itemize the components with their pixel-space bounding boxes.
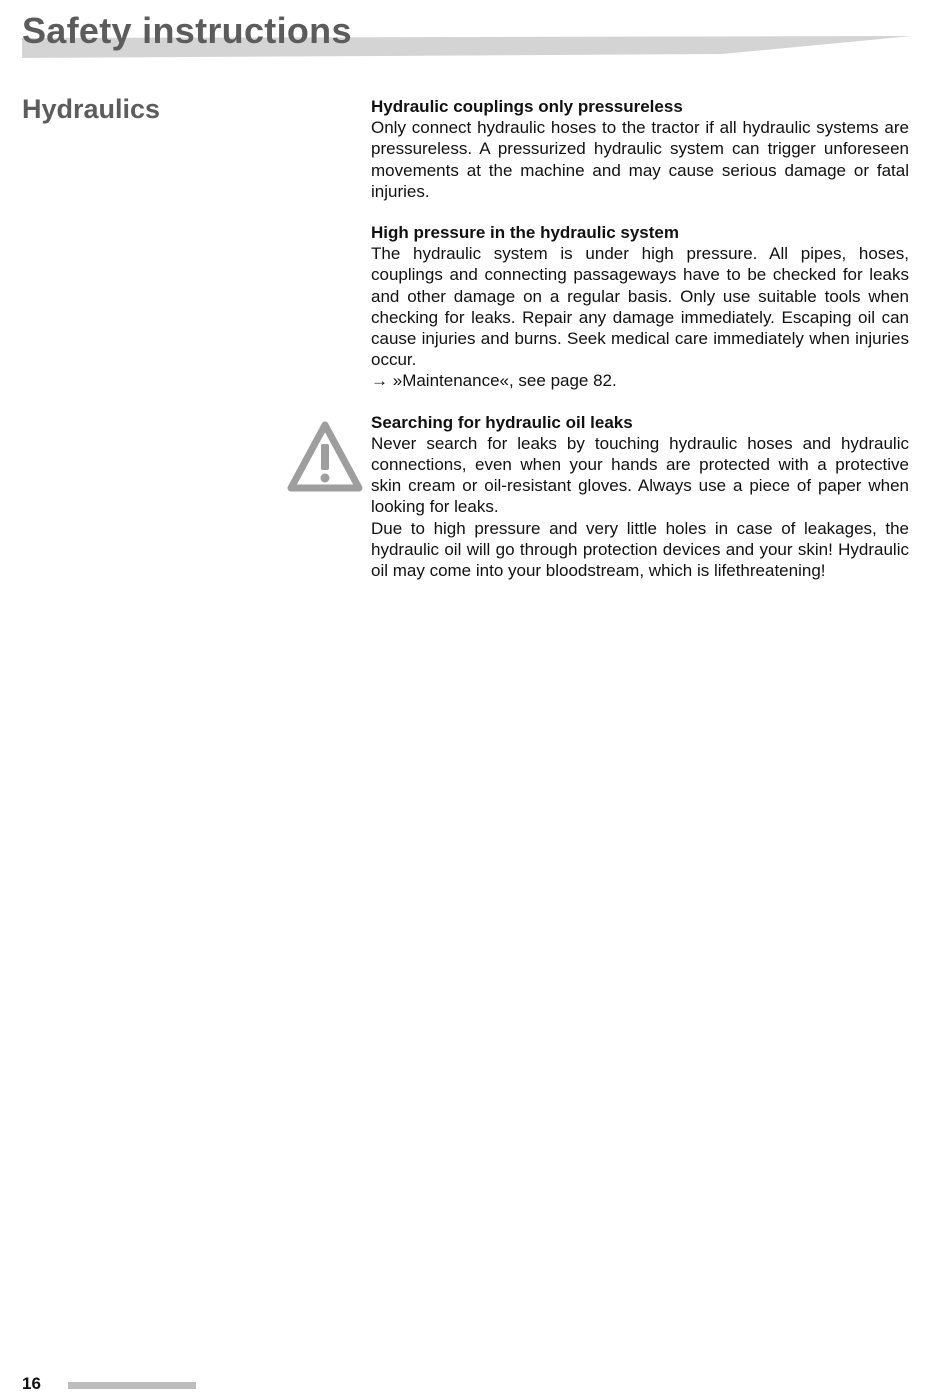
block-oil-leaks (371, 412, 909, 582)
cross-reference[interactable] (371, 370, 909, 391)
block-heading: High pressure in the hydraulic system (371, 223, 679, 243)
page-title: Safety instructions (22, 10, 352, 51)
block-high-pressure (371, 222, 909, 392)
block-body: Only connect hydraulic hoses to the tractor if all hydraulic systems are pressureless. A pressurized hydraulic system can trigger unforeseen movements at the machine and may cause serious damage or fatal injuries. (371, 118, 909, 201)
arrow-right-icon: → (371, 371, 388, 391)
cross-reference-text: »Maintenance«, see page 82. (392, 371, 617, 391)
content-column (371, 96, 909, 601)
block-heading: Hydraulic couplings only pressureless (371, 97, 683, 116)
block-hydraulic-couplings (371, 96, 909, 202)
section-title: Hydraulics (22, 94, 161, 124)
block-body-continued: Due to high pressure and very little holes in case of leakages, the hydraulic oil will go through protection devices and your skin! Hydraulic oil may come into your bloodstream, which is lifethreatening! (371, 518, 909, 581)
footer-bar (68, 1382, 196, 1389)
block-body: The hydraulic system is under high pressure. All pipes, hoses, couplings and connecting passageways have to be checked for leaks and other damage on a regular basis. Only use suitable tools when checking for leaks. Repair any damage immediately. Escaping oil can cause injuries and burns. Seek medical care immediately when injuries occur. (371, 244, 909, 370)
block-heading: Searching for hydraulic oil leaks (371, 412, 633, 432)
page-number: 16 (22, 1374, 41, 1393)
warning-triangle-icon (286, 420, 364, 492)
block-body: Never search for leaks by touching hydraulic hoses and hydraulic connections, even when your hands are protected with a protective skin cream or oil-resistant gloves. Always use a piece of paper when looking for leaks. (371, 433, 909, 517)
